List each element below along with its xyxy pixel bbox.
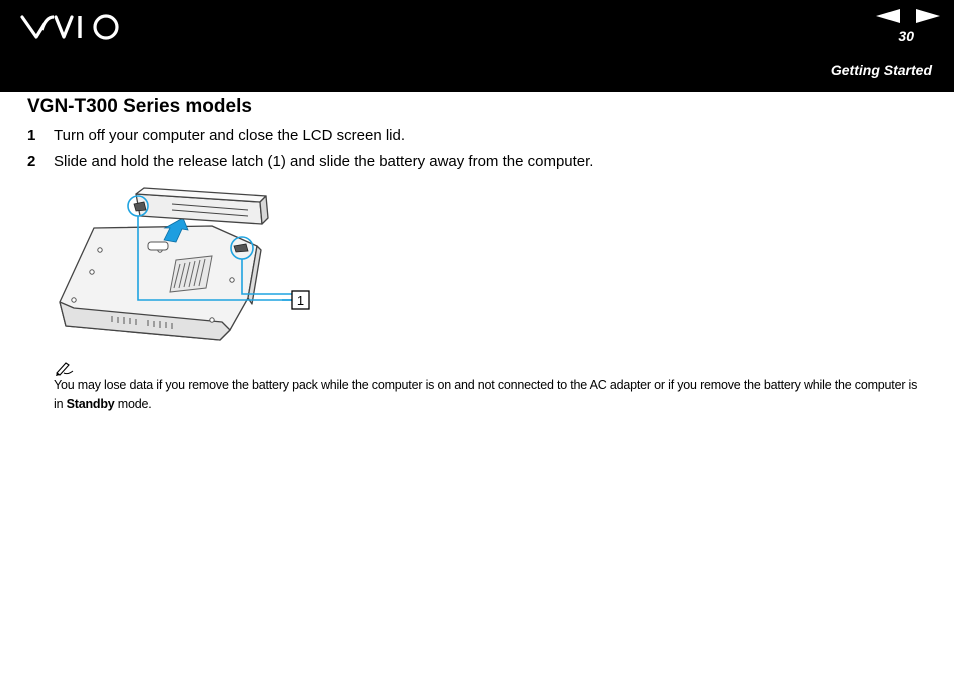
previous-page-icon[interactable]: [876, 8, 904, 24]
note-text-part: You may lose data if you remove the battery pack while the computer is on and not connected to the AC adapter or if you remove the battery while the computer is in: [54, 378, 918, 411]
battery-removal-illustration: [52, 180, 322, 352]
step-item: [27, 127, 405, 144]
step-number: 1: [27, 127, 36, 144]
callout-label: 1: [296, 293, 305, 308]
page-title: VGN-T300 Series models: [27, 96, 252, 117]
note-text-part: mode.: [114, 397, 152, 411]
step-item: [27, 153, 593, 170]
step-text: Slide and hold the release latch (1) and slide the battery away from the computer.: [54, 153, 594, 170]
vent-grille: [170, 256, 212, 292]
note-text-bold: Standby: [66, 397, 115, 411]
pencil-note-icon: [54, 360, 76, 376]
step-text: Turn off your computer and close the LCD screen lid.: [54, 127, 406, 144]
section-title[interactable]: Getting Started: [830, 62, 932, 78]
page-header: [0, 0, 954, 92]
step-number: 2: [27, 153, 36, 170]
note-text: [54, 376, 924, 414]
page-number: 30: [898, 28, 914, 44]
next-page-icon[interactable]: [912, 8, 940, 24]
vaio-logo: [20, 12, 124, 42]
battery-pack: [136, 188, 268, 224]
